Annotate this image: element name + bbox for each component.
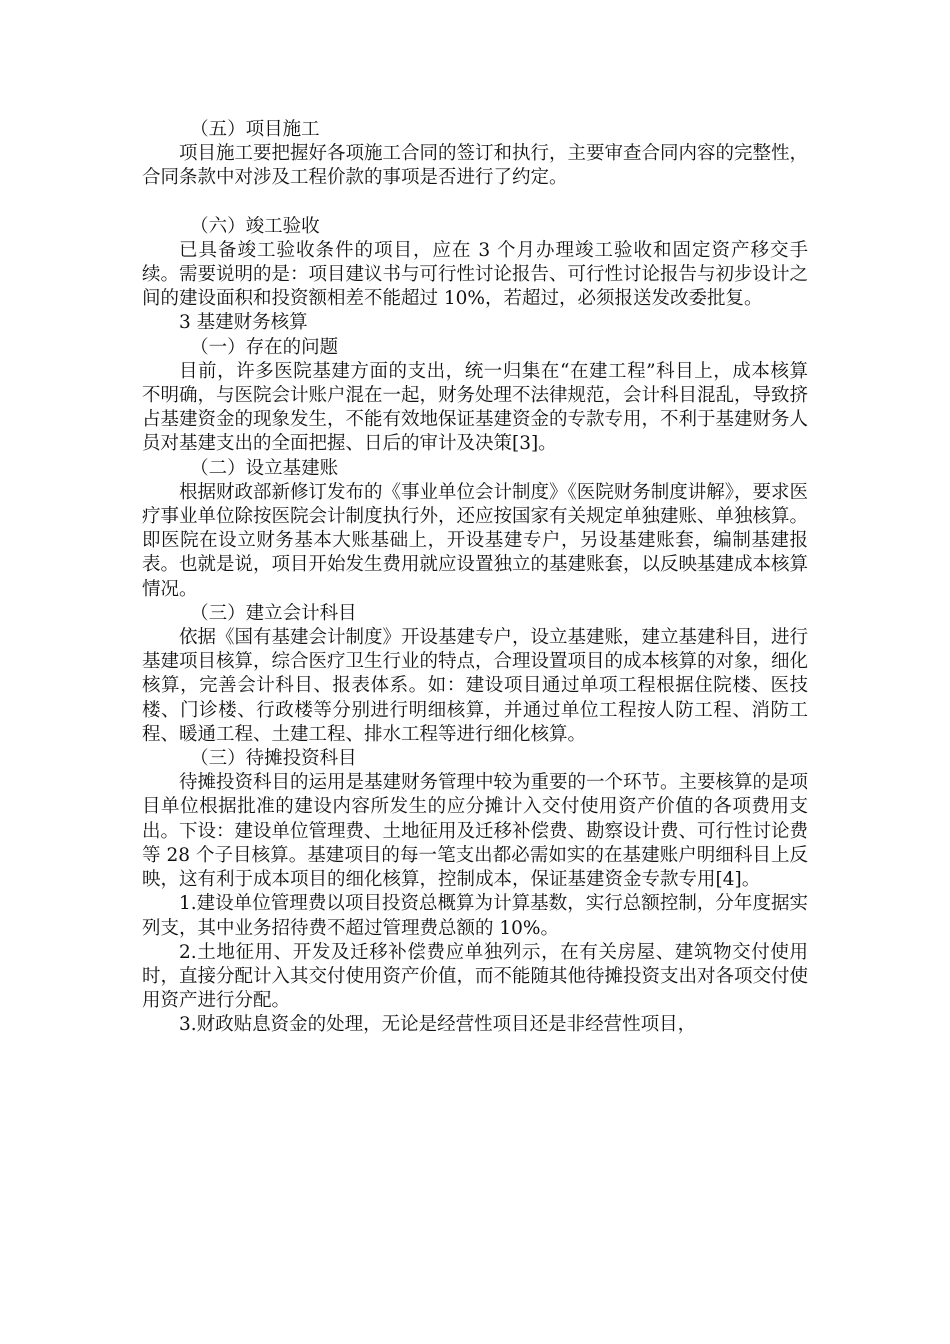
paragraph-acceptance: 已具备竣工验收条件的项目，应在 3 个月办理竣工验收和固定资产移交手续。需要说明的是：项目建议书与可行性讨论报告、可行性讨论报告与初步设计之间的建设面积和投资额相差不能超过 10%，若超过，必须报送发改委批复。 bbox=[142, 239, 809, 310]
chapter-heading-finance: 3 基建财务核算 bbox=[179, 312, 308, 334]
section-heading-construction: （五）项目施工 bbox=[190, 119, 320, 140]
section-heading-ledger: （二）设立基建账 bbox=[190, 457, 339, 479]
paragraph-ledger: 根据财政部新修订发布的《事业单位会计制度》《医院财务制度讲解》，要求医疗事业单位除按医院会计制度执行外，还应按国家有关规定单独建账、单独核算。即医院在设立财务基本大账基础上，开设基建专户，另设基建账套，编制基建报表。也就是说，项目开始发生费用就应设置独立的基建账套，以反映基建成本核算情况。 bbox=[142, 481, 809, 600]
paragraph-deferred: 待摊投资科目的运用是基建财务管理中较为重要的一个环节。主要核算的是项目单位根据批准的建设内容所发生的应分摊计入交付使用资产价值的各项费用支出。下设：建设单位管理费、土地征用及迁移补偿费、勘察设计费、可行性讨论费等 28 个子目核算。基建项目的每一笔支出都必需如实的在基建账户明细科目上反映，这有利于成本项目的细化核算，控制成本，保证基建资金专款专用[4]。 bbox=[142, 772, 809, 891]
section-heading-problems: （一）存在的问题 bbox=[190, 336, 339, 358]
list-item-1: 1.建设单位管理费以项目投资总概算为计算基数，实行总额控制，分年度据实列支，其中业务招待费不超过管理费总额的 10%。 bbox=[142, 893, 808, 939]
paragraph-problems: 目前，许多医院基建方面的支出，统一归集在“在建工程”科目上，成本核算不明确，与医院会计账户混在一起，财务处理不法律规范，会计科目混乱，导致挤占基建资金的现象发生，不能有效地保证基建资金的专款专用，不利于基建财务人员对基建支出的全面把握、日后的审计及决策[3]。 bbox=[142, 360, 809, 455]
spacer bbox=[142, 191, 808, 215]
document-page bbox=[142, 118, 808, 1038]
list-item-3: 3.财政贴息资金的处理，无论是经营性项目还是非经营性项目， bbox=[179, 1014, 697, 1036]
section-heading-acceptance: （六）竣工验收 bbox=[190, 215, 320, 237]
section-heading-accounts: （三）建立会计科目 bbox=[190, 602, 357, 624]
list-item-2: 2.土地征用、开发及迁移补偿费应单独列示，在有关房屋、建筑物交付使用时，直接分配计入其交付使用资产价值，而不能随其他待摊投资支出对各项交付使用资产进行分配。 bbox=[142, 941, 809, 1012]
section-heading-deferred: （三）待摊投资科目 bbox=[190, 748, 357, 770]
paragraph-accounts: 依据《国有基建会计制度》开设基建专户，设立基建账，建立基建科目，进行基建项目核算，综合医疗卫生行业的特点，合理设置项目的成本核算的对象，细化核算，完善会计科目、报表体系。如：建设项目通过单项工程根据住院楼、医技楼、门诊楼、行政楼等分别进行明细核算，并通过单位工程按人防工程、消防工程、暖通工程、土建工程、排水工程等进行细化核算。 bbox=[142, 627, 809, 745]
paragraph-construction: 项目施工要把握好各项施工合同的签订和执行，主要审查合同内容的完整性，合同条款中对涉及工程价款的事项是否进行了约定。 bbox=[142, 143, 809, 189]
